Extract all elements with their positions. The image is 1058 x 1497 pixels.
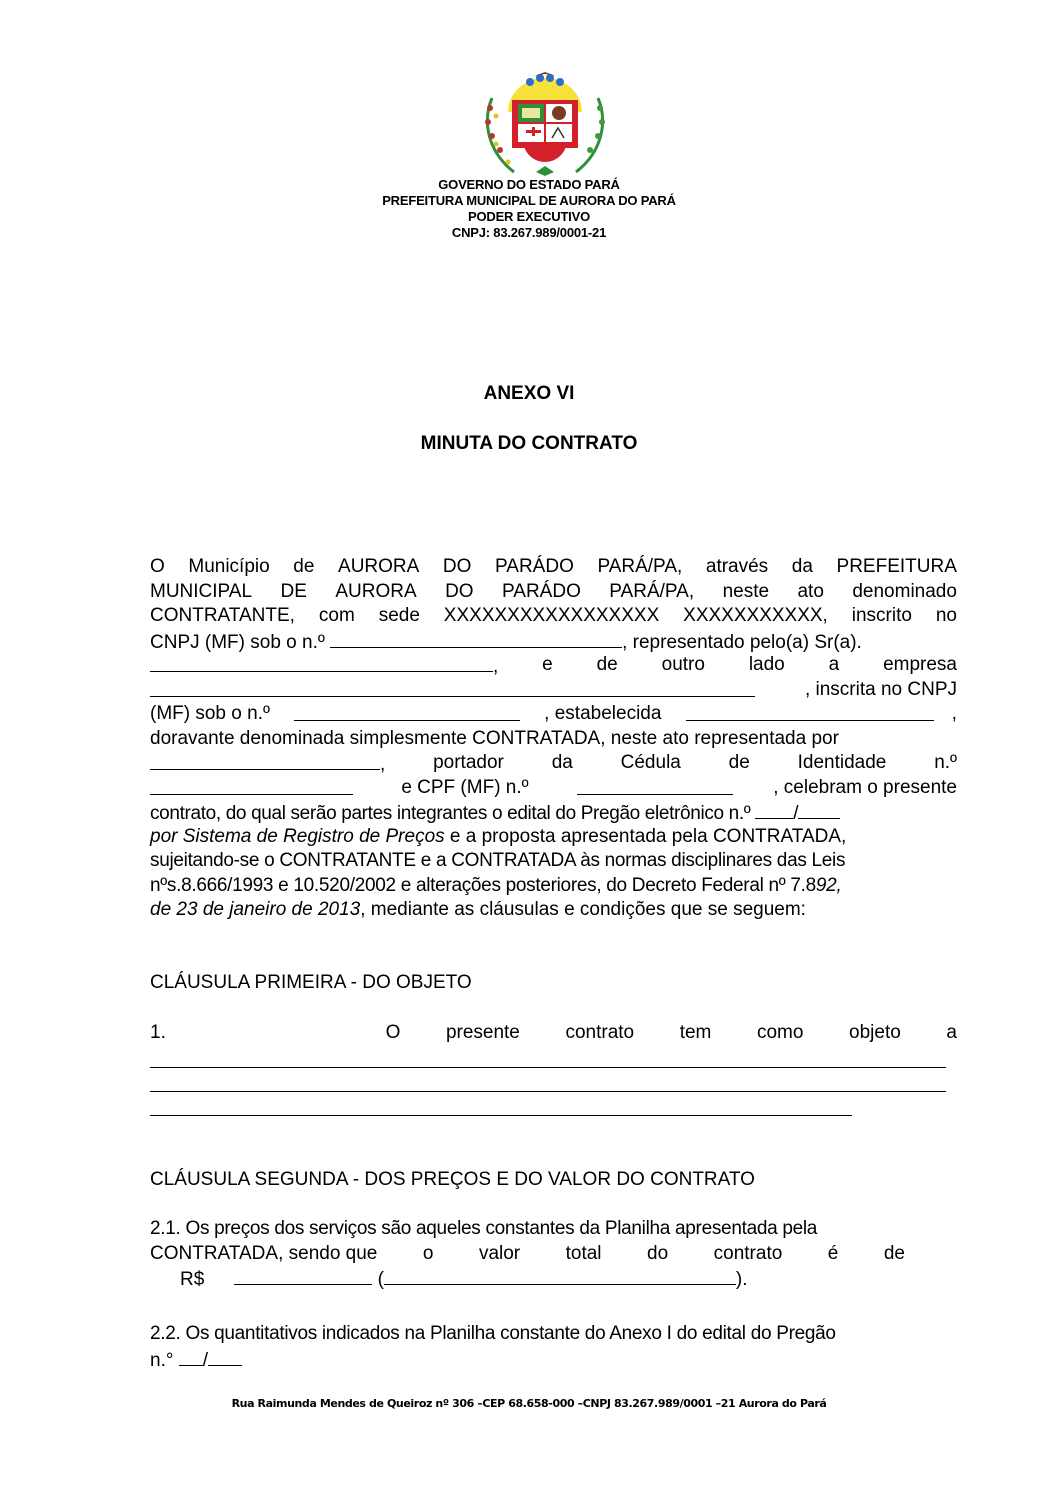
text-span: sede (378, 605, 420, 626)
text-span: tem (679, 1022, 712, 1043)
text-span: DO (445, 580, 474, 602)
text-span: , mediante as cláusulas e condições que se seguem: (360, 899, 806, 920)
letterhead (0, 177, 1058, 241)
text-span: total (565, 1242, 602, 1264)
municipal-coat-of-arms-icon (478, 72, 612, 178)
object-blank-line-1[interactable] (150, 1067, 946, 1068)
text-span: (MF) sob o n.º (150, 703, 270, 724)
clause-1-item (150, 1021, 957, 1046)
italic-text: 92, (815, 874, 842, 896)
text-span: contrato (713, 1242, 783, 1264)
annex-title: ANEXO VI (483, 383, 575, 404)
pregao-number-blank-2[interactable] (179, 1347, 203, 1366)
text-span: valor (478, 1242, 521, 1264)
text-span: O (385, 1022, 401, 1043)
text-span: CONTRATADA, sendo que (150, 1242, 378, 1264)
text-span: e a proposta apresentada pela CONTRATADA, (444, 825, 847, 847)
object-blank-line-2[interactable] (150, 1091, 946, 1092)
text-span: portador (433, 752, 504, 773)
text-span: de (728, 752, 750, 773)
text-span: DE (280, 580, 307, 602)
preamble-line-7 (150, 702, 957, 727)
object-blank-line-3[interactable] (150, 1115, 852, 1116)
identity-blank[interactable] (150, 776, 353, 795)
text-span: ato (797, 580, 824, 602)
preamble-line-14 (150, 874, 957, 899)
company-name-blank[interactable] (150, 678, 755, 697)
text-span: outro (661, 654, 705, 675)
cpf-blank[interactable] (577, 776, 733, 795)
text-span: O (150, 556, 165, 577)
text-span: denominado (852, 580, 957, 602)
text-span: Cédula (620, 752, 681, 773)
text-span: do (647, 1242, 669, 1264)
text-span: AURORA (338, 556, 420, 577)
clause-2-heading: CLÁUSULA SEGUNDA - DOS PREÇOS E DO VALOR DO CONTRATO (150, 1169, 755, 1190)
text-span: / (793, 803, 799, 824)
text-span: DO (442, 556, 472, 577)
text-span: neste (722, 580, 770, 602)
company-address-blank[interactable] (686, 702, 934, 721)
preamble-paragraph (150, 555, 957, 923)
preamble-line-15 (150, 898, 957, 923)
preamble-line-8: doravante denominada simplesmente CONTRATADA, neste ato representada por (150, 727, 839, 749)
text-span: PARÁ/PA, (597, 556, 683, 577)
text-span: ( (377, 1269, 384, 1290)
contract-value-words-blank[interactable] (384, 1266, 736, 1285)
pregao-year-blank-2[interactable] (208, 1347, 242, 1366)
contract-value-blank[interactable] (234, 1266, 372, 1285)
text-span: R$ (180, 1269, 205, 1290)
document-title: MINUTA DO CONTRATO (420, 433, 638, 454)
text-span: é (827, 1242, 839, 1264)
preamble-line-13: sujeitando-se o CONTRATANTE e a CONTRATADA às normas disciplinares das Leis (150, 850, 846, 871)
letterhead-state: GOVERNO DO ESTADO PARÁ (438, 177, 620, 192)
letterhead-branch: PODER EXECUTIVO (468, 209, 590, 224)
text-span: objeto (849, 1022, 901, 1043)
text-span: a (946, 1022, 957, 1043)
preamble-line-4 (150, 629, 957, 654)
text-span: PREFEITURA (836, 556, 957, 577)
text-span: PARÁDO (495, 556, 574, 577)
text-span: o (422, 1242, 434, 1264)
pregao-number-blank[interactable] (755, 800, 793, 819)
text-span: com (318, 605, 355, 626)
text-span: , celebram o presente (773, 776, 957, 798)
text-span: a (828, 654, 840, 675)
text-span: ). (735, 1269, 748, 1290)
italic-text: por Sistema de Registro de Preços (150, 825, 445, 847)
italic-text: de 23 de janeiro de 2013 (150, 899, 361, 920)
text-span: presente (445, 1022, 520, 1043)
text-span: contrato (565, 1022, 635, 1043)
preamble-line-5 (150, 653, 957, 678)
text-span: nºs.8.666/1993 e 10.520/2002 e alterações posteriores, do Decreto Federal nº 7.8 (150, 874, 816, 896)
text-span: e CPF (MF) n.º (401, 776, 529, 798)
text-span: empresa (883, 654, 957, 675)
representative-blank[interactable] (150, 653, 493, 672)
text-span: / (202, 1349, 209, 1371)
preamble-line-9 (150, 751, 957, 776)
preamble-line-2 (150, 580, 957, 605)
cnpj-blank[interactable] (330, 629, 622, 648)
text-span: , representado pelo(a) Sr(a). (622, 631, 862, 653)
pregao-year-blank[interactable] (798, 800, 840, 819)
text-span: da (551, 752, 573, 773)
text-span: , (951, 703, 957, 724)
clause-1-heading: CLÁUSULA PRIMEIRA - DO OBJETO (150, 972, 472, 993)
company-cnpj-blank[interactable] (294, 702, 520, 721)
text-span: de (883, 1242, 905, 1264)
text-span: contrato, do qual serão partes integrantes o edital do Pregão eletrônico n.º (150, 803, 751, 824)
letterhead-cnpj: CNPJ: 83.267.989/0001-21 (451, 225, 607, 240)
company-representative-blank[interactable] (150, 751, 380, 770)
text-span: , (380, 754, 386, 775)
preamble-line-6 (150, 678, 957, 703)
letterhead-municipality: PREFEITURA MUNICIPAL DE AURORA DO PARÁ (382, 193, 676, 208)
preamble-line-12 (150, 825, 957, 850)
text-span: como (756, 1022, 804, 1043)
text-span: MUNICIPAL (150, 580, 253, 602)
text-span: n.º (934, 752, 957, 773)
text-span: , (493, 656, 499, 677)
text-span: no (935, 605, 957, 626)
text-span: XXXXXXXXXXXXXXXXX (443, 605, 660, 626)
text-span: , estabelecida (544, 703, 662, 724)
text-span: XXXXXXXXXXX, (683, 605, 828, 626)
text-span: PARÁDO (502, 580, 581, 602)
text-span: da (791, 556, 813, 577)
text-span: 1. (150, 1022, 166, 1043)
clause-2-item-2: 2.2. Os quantitativos indicados na Planilha constante do Anexo I do edital do Pregão n.° / (150, 1323, 836, 1371)
preamble-line-3 (150, 604, 957, 629)
preamble-line-11 (150, 800, 957, 825)
text-span: através (705, 556, 769, 577)
text-span: CONTRATANTE, (150, 605, 295, 626)
text-span: de (293, 556, 315, 577)
text-span: inscrito (851, 605, 912, 626)
preamble-line-10 (150, 776, 957, 801)
text-span: n.° (150, 1349, 174, 1371)
text-span: , inscrita no CNPJ (804, 678, 957, 700)
text-span: Identidade (797, 752, 887, 773)
text-span: Município (188, 556, 270, 577)
preamble-line-1 (150, 555, 957, 580)
page-footer-address: Rua Raimunda Mendes de Queiroz nº 306 –CEP 68.658-000 –CNPJ 83.267.989/0001 –21 Aurora do Pará (231, 1397, 827, 1410)
text-span: de (596, 654, 618, 675)
text-span: AURORA (335, 580, 417, 602)
text-span: CNPJ (MF) sob o n.º (150, 631, 325, 653)
text-span: e (542, 654, 553, 675)
text-span: lado (748, 654, 785, 675)
text-span: PARÁ/PA, (609, 580, 695, 602)
clause-2-item-1: 2.1. Os preços dos serviços são aqueles constantes da Planilha apresentada pela CONTRATADA, sendo que o valor total do contrato é de R$ ( ). (150, 1218, 905, 1290)
